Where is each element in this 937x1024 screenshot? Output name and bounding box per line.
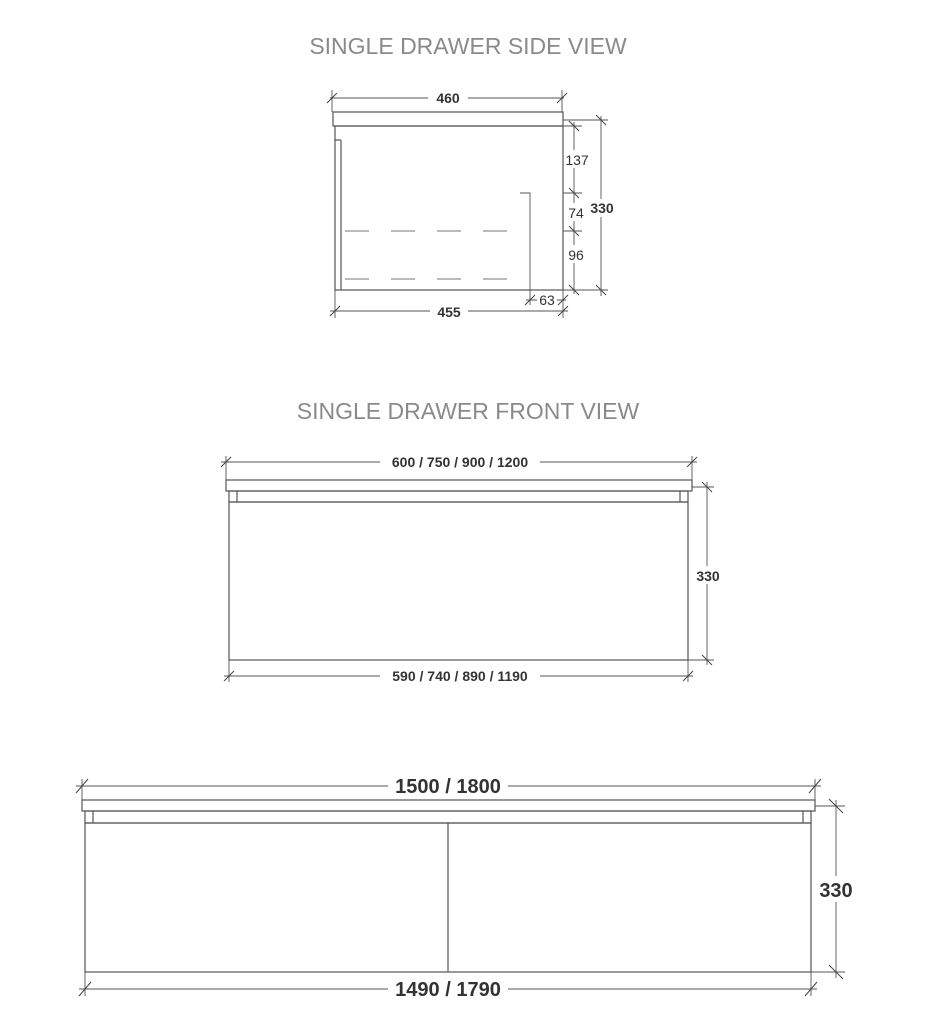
front-bottom-width-label: 590 / 740 / 890 / 1190 xyxy=(392,668,528,684)
side-bottom-width-label: 455 xyxy=(437,304,461,320)
front-view xyxy=(221,398,722,685)
side-view-title: SINGLE DRAWER SIDE VIEW xyxy=(309,33,627,59)
front-top-width-label: 600 / 750 / 900 / 1200 xyxy=(391,454,529,470)
front-view-title: SINGLE DRAWER FRONT VIEW xyxy=(296,398,640,424)
front-cabinet-body xyxy=(226,480,692,660)
double-recess-strip xyxy=(85,811,811,823)
side-top-width-dimension xyxy=(327,88,567,112)
side-dim-lower: 96 xyxy=(568,247,584,263)
double-bottom-width-label: 1490 / 1790 xyxy=(395,979,501,1001)
double-cabinet-body xyxy=(82,800,815,972)
side-top-slab xyxy=(333,112,563,126)
side-drawer-back xyxy=(520,193,530,279)
front-top-slab xyxy=(226,480,692,491)
double-height-dimension xyxy=(811,799,858,979)
double-drawer-view xyxy=(76,774,858,1001)
front-bottom-width-dimension xyxy=(224,660,693,685)
side-body xyxy=(335,126,563,290)
side-bottom-width-dimension xyxy=(330,279,568,320)
double-top-slab xyxy=(82,800,815,811)
double-height-label: 330 xyxy=(819,880,853,902)
side-chain-dimension xyxy=(563,121,592,295)
double-top-width-label: 1500 / 1800 xyxy=(395,776,501,798)
side-dim-middle: 74 xyxy=(568,205,584,221)
front-top-width-dimension xyxy=(221,452,697,480)
side-cabinet-body xyxy=(333,112,563,290)
front-height-label: 330 xyxy=(696,568,720,584)
side-view xyxy=(309,33,627,320)
side-dim-upper: 137 xyxy=(565,152,589,168)
side-top-width-label: 460 xyxy=(436,90,460,106)
side-corner-dim-label: 63 xyxy=(539,292,555,308)
front-drawer-face xyxy=(229,502,688,660)
front-height-dimension xyxy=(688,482,722,665)
front-recess-strip xyxy=(229,491,688,502)
side-overall-height-label: 330 xyxy=(590,200,614,216)
double-bottom-width-dimension xyxy=(79,972,817,1001)
double-top-width-dimension xyxy=(76,774,821,800)
